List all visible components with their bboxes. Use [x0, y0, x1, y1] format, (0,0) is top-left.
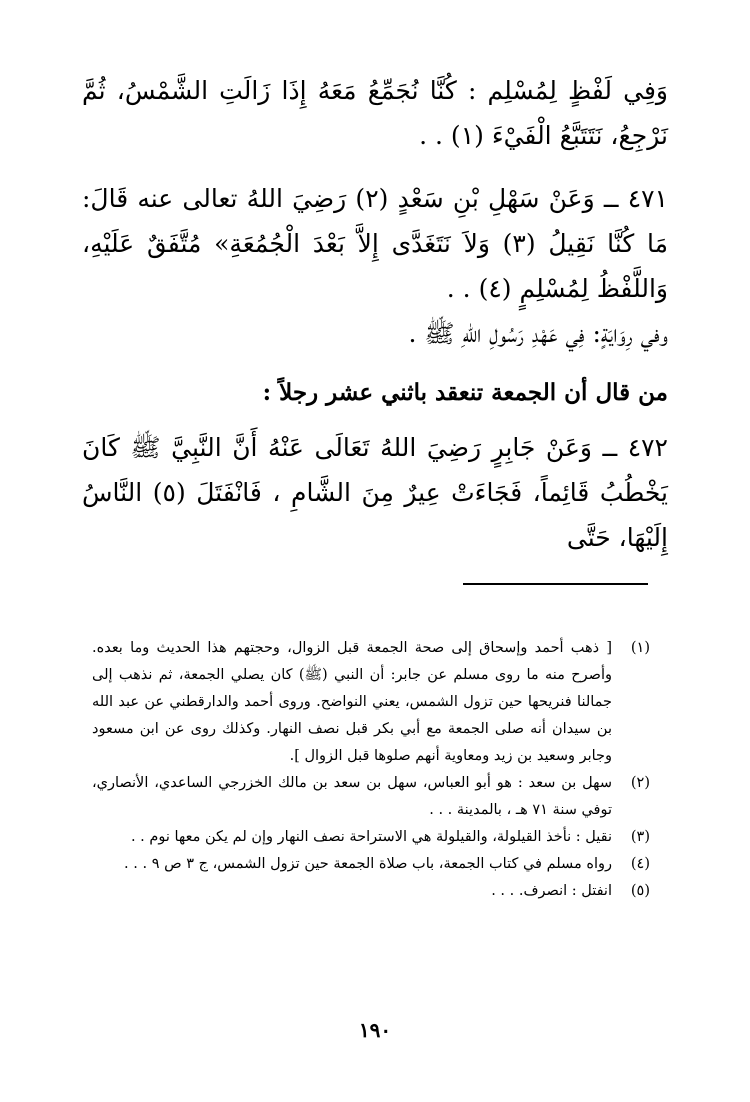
footnote-number: (٥) [630, 883, 650, 899]
footnote-number: (٣) [630, 829, 650, 845]
hadith-471: ٤٧١ ــ وَعَنْ سَهْلِ بْنِ سَعْدٍ (٢) رَضِيَ اللهُ تعالى عنه قَالَ: مَا كُنَّا نَقِيلُ (٣) وَلاَ نَتَغَدَّى إِلاَّ بَعْدَ الْجُمُعَةِ» مُتَّفَقٌ عَلَيْهِ، وَاللَّفْظُ لِمُسْلِمٍ (٤) . . [82, 184, 668, 303]
footnote-text: نقيل : نأخذ القيلولة، والقيلولة هي الاستراحة نصف النهار وإن لم يكن معها نوم . . [130, 829, 612, 845]
footnote-2 [92, 770, 650, 824]
footnote-3 [92, 824, 650, 851]
footnotes [92, 635, 650, 905]
main-text [82, 68, 668, 560]
footnote-number: (٤) [630, 856, 650, 872]
page-number: ١٩٠ [358, 1018, 392, 1042]
paragraph-lafz-muslim: وَفِي لَفْظٍ لِمُسْلِم : كُنَّا نُجَمِّعُ مَعَهُ إِذَا زَالَتِ الشَّمْسُ، ثُمَّ نَرْجِعُ، نَتَتَبَّعُ الْفَيْءَ (١) . . [82, 76, 668, 150]
footnote-text: سهل بن سعد : هو أبو العباس، سهل بن سعد بن مالك الخزرجي الساعدي، الأنصاري، توفي سنة ٧١ هـ ، بالمدينة . . . [92, 775, 612, 818]
footnote-number: (٢) [630, 775, 650, 791]
footnote-text: [ ذهب أحمد وإسحاق إلى صحة الجمعة قبل الزوال، وحجتهم هذا الحديث وما بعده. وأصرح منه ما روى مسلم عن جابر: أن النبي (ﷺ) كان يصلي الجمعة، ثم نذهب إلى جمالنا فنريحها حين تزول الشمس، يعني النواضح. وروى أحمد والدارقطني عن عبد الله بن سيدان أنه صلى الجمعة مع أبي بكر قبل نصف النهار. وكذلك روى عن ابن مسعود وجابر وسعيد بن زيد ومعاوية أنهم صلوها قبل الزوال ]. [92, 640, 612, 764]
footnote-text: انفتل : انصرف. . . . [491, 883, 612, 899]
section-heading: من قال أن الجمعة تنعقد باثني عشر رجلاً : [262, 379, 668, 406]
footnote-1 [92, 635, 650, 770]
riwaya-line: وفي رِوَايَةٍ: فِي عَهْدِ رَسُولِ اللهِ ﷺ . [408, 319, 668, 348]
footnote-text: رواه مسلم في كتاب الجمعة، باب صلاة الجمعة حين تزول الشمس، ج ٣ ص ٩ . . . [124, 856, 612, 872]
footnote-number: (١) [630, 640, 650, 656]
hadith-472: ٤٧٢ ــ وَعَنْ جَابِرٍ رَضِيَ اللهُ تَعَالَى عَنْهُ أَنَّ النَّبِيَّ ﷺ كَانَ يَخْطُبُ قَائِماً، فَجَاءَتْ عِيرٌ مِنَ الشَّامِ ، فَانْفَتَلَ (٥) النَّاسُ إِلَيْهَا، حَتَّى [82, 433, 668, 552]
footnote-5 [92, 878, 650, 905]
footnote-4 [92, 851, 650, 878]
footnote-separator [463, 583, 648, 585]
